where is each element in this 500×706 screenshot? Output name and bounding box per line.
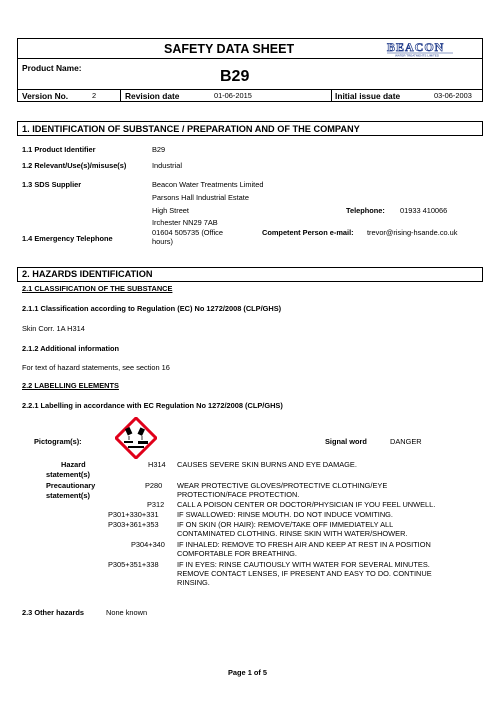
- section2-title: 2. HAZARDS IDENTIFICATION: [22, 269, 153, 279]
- telephone-label: Telephone:: [346, 206, 385, 215]
- supplier-line-1: Beacon Water Treatments Limited: [152, 180, 264, 189]
- precaution-code: P301+330+331: [108, 510, 159, 519]
- initial-issue-value: 03-06-2003: [434, 91, 472, 100]
- emergency-telephone-line-1: 01604 505735 (Office: [152, 228, 223, 237]
- precaution-code: P312: [147, 500, 165, 509]
- product-identifier-label: 1.1 Product Identifier: [22, 145, 96, 154]
- version-label: Version No.: [22, 91, 69, 101]
- supplier-line-2: Parsons Hall Industrial Estate: [152, 193, 249, 202]
- additional-info-text: For text of hazard statements, see section 16: [22, 363, 170, 372]
- section1-title: 1. IDENTIFICATION OF SUBSTANCE / PREPARATION AND OF THE COMPANY: [22, 124, 360, 134]
- precaution-code: P303+361+353: [108, 520, 159, 529]
- classification-heading: 2.1 CLASSIFICATION OF THE SUBSTANCE: [22, 284, 173, 293]
- use-label: 1.2 Relevant/Use(s)/misuse(s): [22, 161, 127, 170]
- svg-text:BEACON: BEACON: [387, 41, 445, 54]
- precaution-code: P305+351+338: [108, 560, 159, 569]
- supplier-line-3: High Street: [152, 206, 189, 215]
- precaution-line: RINSING.: [177, 578, 210, 587]
- precaution-code: P304+340: [131, 540, 165, 549]
- hazard-text: CAUSES SEVERE SKIN BURNS AND EYE DAMAGE.: [177, 460, 357, 469]
- precaution-line: WEAR PROTECTIVE GLOVES/PROTECTIVE CLOTHING/EYE: [177, 481, 388, 490]
- revision-value: 01-06-2015: [214, 91, 252, 100]
- precaution-line: IF SWALLOWED: RINSE MOUTH. DO NOT INDUCE VOMITING.: [177, 510, 393, 519]
- labelling-heading: 2.2 LABELLING ELEMENTS: [22, 381, 119, 390]
- precaution-line: COMFORTABLE FOR BREATHING.: [177, 549, 297, 558]
- classification-regulation: 2.1.1 Classification according to Regulation (EC) No 1272/2008 (CLP/GHS): [22, 304, 282, 313]
- precaution-line: CALL A POISON CENTER OR DOCTOR/PHYSICIAN IF YOU FEEL UNWELL.: [177, 500, 436, 509]
- telephone-value: 01933 410066: [400, 206, 448, 215]
- sds-supplier-label: 1.3 SDS Supplier: [22, 180, 82, 189]
- precaution-line: IF IN EYES: RINSE CAUTIOUSLY WITH WATER FOR SEVERAL MINUTES.: [177, 560, 430, 569]
- revision-label: Revision date: [125, 91, 180, 101]
- precaution-code: P280: [145, 481, 163, 490]
- other-hazards-label: 2.3 Other hazards: [22, 608, 85, 617]
- supplier-line-4: Irchester NN29 7AB: [152, 218, 218, 227]
- initial-issue-label: Initial issue date: [335, 91, 401, 101]
- other-hazards-value: None known: [106, 608, 148, 617]
- competent-person-label: Competent Person e-mail:: [262, 228, 354, 237]
- additional-info-heading: 2.1.2 Additional information: [22, 344, 120, 353]
- hazard-code: H314: [148, 460, 166, 469]
- product-identifier: B29: [152, 145, 166, 154]
- document-title: SAFETY DATA SHEET: [164, 42, 295, 56]
- beacon-logo-icon: [385, 41, 455, 57]
- page-number: Page 1 of 5: [228, 668, 268, 677]
- use-value: Industrial: [152, 161, 182, 170]
- precautionary-label-2: statement(s): [46, 491, 90, 500]
- precautionary-label-1: Precautionary: [46, 481, 96, 490]
- signal-word-value: DANGER: [390, 437, 422, 446]
- pictogram-label: Pictogram(s):: [34, 437, 82, 446]
- precaution-line: REMOVE CONTACT LENSES, IF PRESENT AND EASY TO DO. CONTINUE: [177, 569, 432, 578]
- classification-value: Skin Corr. 1A H314: [22, 324, 85, 333]
- signal-word-label: Signal word: [325, 437, 367, 446]
- hazard-statement-label-1: Hazard: [61, 460, 86, 469]
- precaution-line: PROTECTION/FACE PROTECTION.: [177, 490, 300, 499]
- emergency-telephone-label: 1.4 Emergency Telephone: [22, 234, 113, 243]
- version-value: 2: [92, 91, 97, 100]
- competent-person-email[interactable]: trevor@rising-hsande.co.uk: [367, 228, 458, 237]
- product-name-label: Product Name:: [22, 63, 82, 73]
- hazard-statement-label-2: statement(s): [46, 470, 90, 479]
- svg-text:WATER TREATMENTS LIMITED: WATER TREATMENTS LIMITED: [395, 53, 440, 57]
- emergency-telephone-line-2: hours): [152, 237, 173, 246]
- product-name: B29: [220, 68, 250, 85]
- labelling-regulation: 2.2.1 Labelling in accordance with EC Regulation No 1272/2008 (CLP/GHS): [22, 401, 283, 410]
- precaution-line: IF INHALED: REMOVE TO FRESH AIR AND KEEP AT REST IN A POSITION: [177, 540, 431, 549]
- precaution-line: IF ON SKIN (OR HAIR): REMOVE/TAKE OFF IMMEDIATELY ALL: [177, 520, 394, 529]
- precaution-line: CONTAMINATED CLOTHING. RINSE SKIN WITH WATER/SHOWER.: [177, 529, 408, 538]
- corrosion-pictogram-icon: [115, 417, 157, 459]
